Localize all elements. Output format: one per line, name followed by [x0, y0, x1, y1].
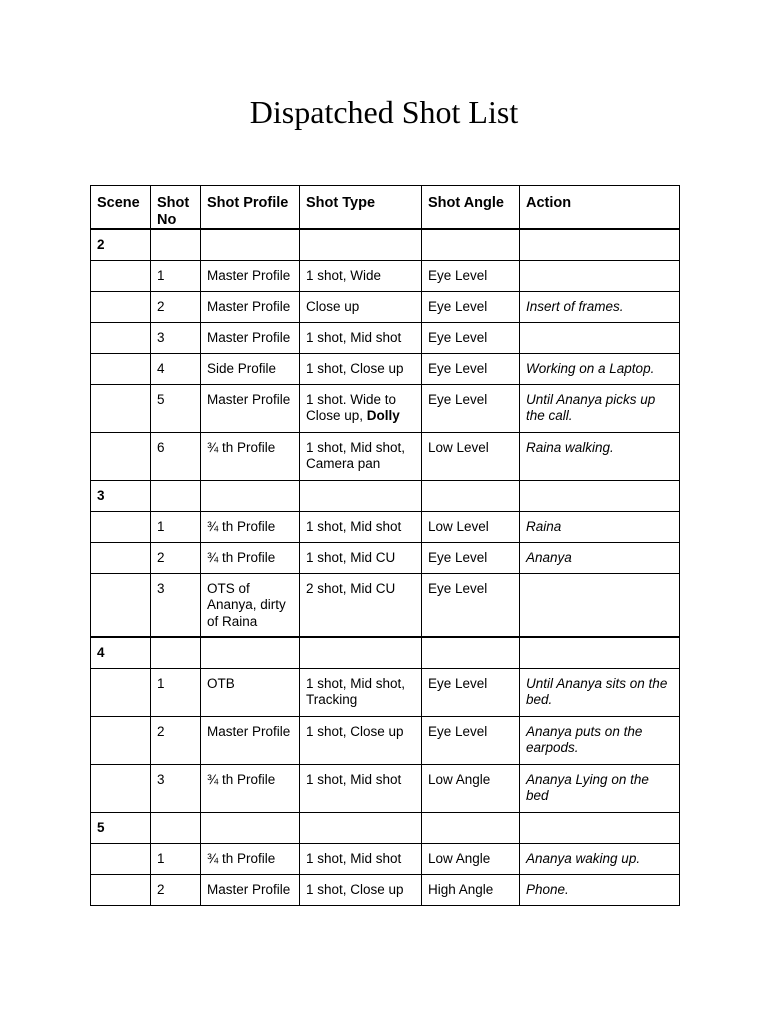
shot-type-cell: 1 shot, Mid shot: [300, 843, 422, 874]
shot-profile-cell: Master Profile: [201, 260, 300, 291]
shot-type-cell: 1 shot, Wide: [300, 260, 422, 291]
table-row: [91, 668, 680, 716]
shot-profile-cell: ¾ th Profile: [201, 843, 300, 874]
header-scene: Scene: [91, 186, 151, 230]
shot-no-cell: 6: [151, 432, 201, 480]
shot-angle-cell: Low Angle: [422, 764, 520, 812]
header-row: [91, 186, 680, 230]
action-cell: Raina: [520, 511, 680, 542]
shot-no-cell: 4: [151, 353, 201, 384]
action-cell: [520, 322, 680, 353]
table-row: [91, 432, 680, 480]
shot-no-cell: 2: [151, 542, 201, 573]
shot-type-cell: 1 shot, Close up: [300, 874, 422, 905]
shot-angle-cell: High Angle: [422, 874, 520, 905]
shot-type-cell: 1 shot, Mid shot: [300, 322, 422, 353]
shot-profile-cell: Master Profile: [201, 384, 300, 432]
shot-type-text: 1 shot. Wide to Close up,: [306, 391, 397, 423]
table-row: [91, 384, 680, 432]
table-row: [91, 764, 680, 812]
shot-profile-cell: OTB: [201, 668, 300, 716]
shot-profile-cell: OTS of Ananya, dirty of Raina: [201, 573, 300, 637]
shot-profile-cell: Master Profile: [201, 716, 300, 764]
shot-type-cell: 1 shot, Mid shot, Tracking: [300, 668, 422, 716]
shot-no-cell: 5: [151, 384, 201, 432]
shot-angle-cell: Eye Level: [422, 260, 520, 291]
shot-profile-cell: ¾ th Profile: [201, 764, 300, 812]
shot-angle-cell: Eye Level: [422, 384, 520, 432]
header-shot-angle: Shot Angle: [422, 186, 520, 230]
action-cell: Ananya puts on the earpods.: [520, 716, 680, 764]
shot-no-cell: 2: [151, 874, 201, 905]
table-row: [91, 511, 680, 542]
shot-no-cell: 3: [151, 322, 201, 353]
shot-profile-cell: Master Profile: [201, 291, 300, 322]
shot-angle-cell: Low Angle: [422, 843, 520, 874]
shot-no-cell: 1: [151, 843, 201, 874]
action-cell: Insert of frames.: [520, 291, 680, 322]
scene-number: 3: [91, 480, 151, 511]
scene-number: 5: [91, 812, 151, 843]
table-row: [91, 542, 680, 573]
shot-type-cell: 1 shot, Mid shot: [300, 764, 422, 812]
scene-row: [91, 812, 680, 843]
shot-angle-cell: Eye Level: [422, 291, 520, 322]
shot-profile-cell: Master Profile: [201, 322, 300, 353]
shot-angle-cell: Eye Level: [422, 668, 520, 716]
table-row: [91, 291, 680, 322]
scene-row: [91, 229, 680, 260]
shot-type-cell: 1 shot, Mid shot, Camera pan: [300, 432, 422, 480]
shot-no-cell: 2: [151, 291, 201, 322]
header-shot-no: Shot No: [151, 186, 201, 230]
action-cell: [520, 260, 680, 291]
page-title: Dispatched Shot List: [249, 94, 519, 130]
shot-type-cell: Close up: [300, 291, 422, 322]
action-cell: Until Ananya picks up the call.: [520, 384, 680, 432]
shot-no-cell: 1: [151, 511, 201, 542]
shot-no-cell: 1: [151, 668, 201, 716]
shot-type-cell: 1 shot, Close up: [300, 716, 422, 764]
shot-angle-cell: Eye Level: [422, 573, 520, 637]
scene-row: [91, 637, 680, 668]
shot-no-cell: 3: [151, 573, 201, 637]
shot-list-table: [90, 185, 680, 906]
shot-profile-cell: ¾ th Profile: [201, 542, 300, 573]
scene-number: 2: [91, 229, 151, 260]
scene-row: [91, 480, 680, 511]
shot-type-cell: 1 shot, Mid shot: [300, 511, 422, 542]
shot-type-cell: 1 shot, Mid CU: [300, 542, 422, 573]
table-row: [91, 843, 680, 874]
scene-number: 4: [91, 637, 151, 668]
shot-type-emphasis: Dolly: [366, 408, 400, 423]
table-row: [91, 874, 680, 905]
table-row: [91, 322, 680, 353]
table-row: [91, 716, 680, 764]
action-cell: [520, 573, 680, 637]
shot-angle-cell: Eye Level: [422, 542, 520, 573]
action-cell: Raina walking.: [520, 432, 680, 480]
action-cell: Ananya: [520, 542, 680, 573]
action-cell: Working on a Laptop.: [520, 353, 680, 384]
header-shot-profile: Shot Profile: [201, 186, 300, 230]
shot-profile-cell: ¾ th Profile: [201, 511, 300, 542]
shot-type-cell: 2 shot, Mid CU: [300, 573, 422, 637]
action-cell: Phone.: [520, 874, 680, 905]
shot-no-cell: 1: [151, 260, 201, 291]
shot-no-cell: 2: [151, 716, 201, 764]
action-cell: Until Ananya sits on the bed.: [520, 668, 680, 716]
table-row: [91, 573, 680, 637]
shot-profile-cell: Master Profile: [201, 874, 300, 905]
header-shot-type: Shot Type: [300, 186, 422, 230]
shot-type-cell: 1 shot, Close up: [300, 353, 422, 384]
shot-angle-cell: Low Level: [422, 432, 520, 480]
action-cell: Ananya Lying on the bed: [520, 764, 680, 812]
shot-angle-cell: Eye Level: [422, 716, 520, 764]
shot-angle-cell: Low Level: [422, 511, 520, 542]
shot-type-cell: [300, 384, 422, 432]
shot-angle-cell: Eye Level: [422, 322, 520, 353]
table-row: [91, 260, 680, 291]
shot-no-cell: 3: [151, 764, 201, 812]
shot-angle-cell: Eye Level: [422, 353, 520, 384]
header-action: Action: [520, 186, 680, 230]
shot-profile-cell: ¾ th Profile: [201, 432, 300, 480]
shot-profile-cell: Side Profile: [201, 353, 300, 384]
table-row: [91, 353, 680, 384]
action-cell: Ananya waking up.: [520, 843, 680, 874]
